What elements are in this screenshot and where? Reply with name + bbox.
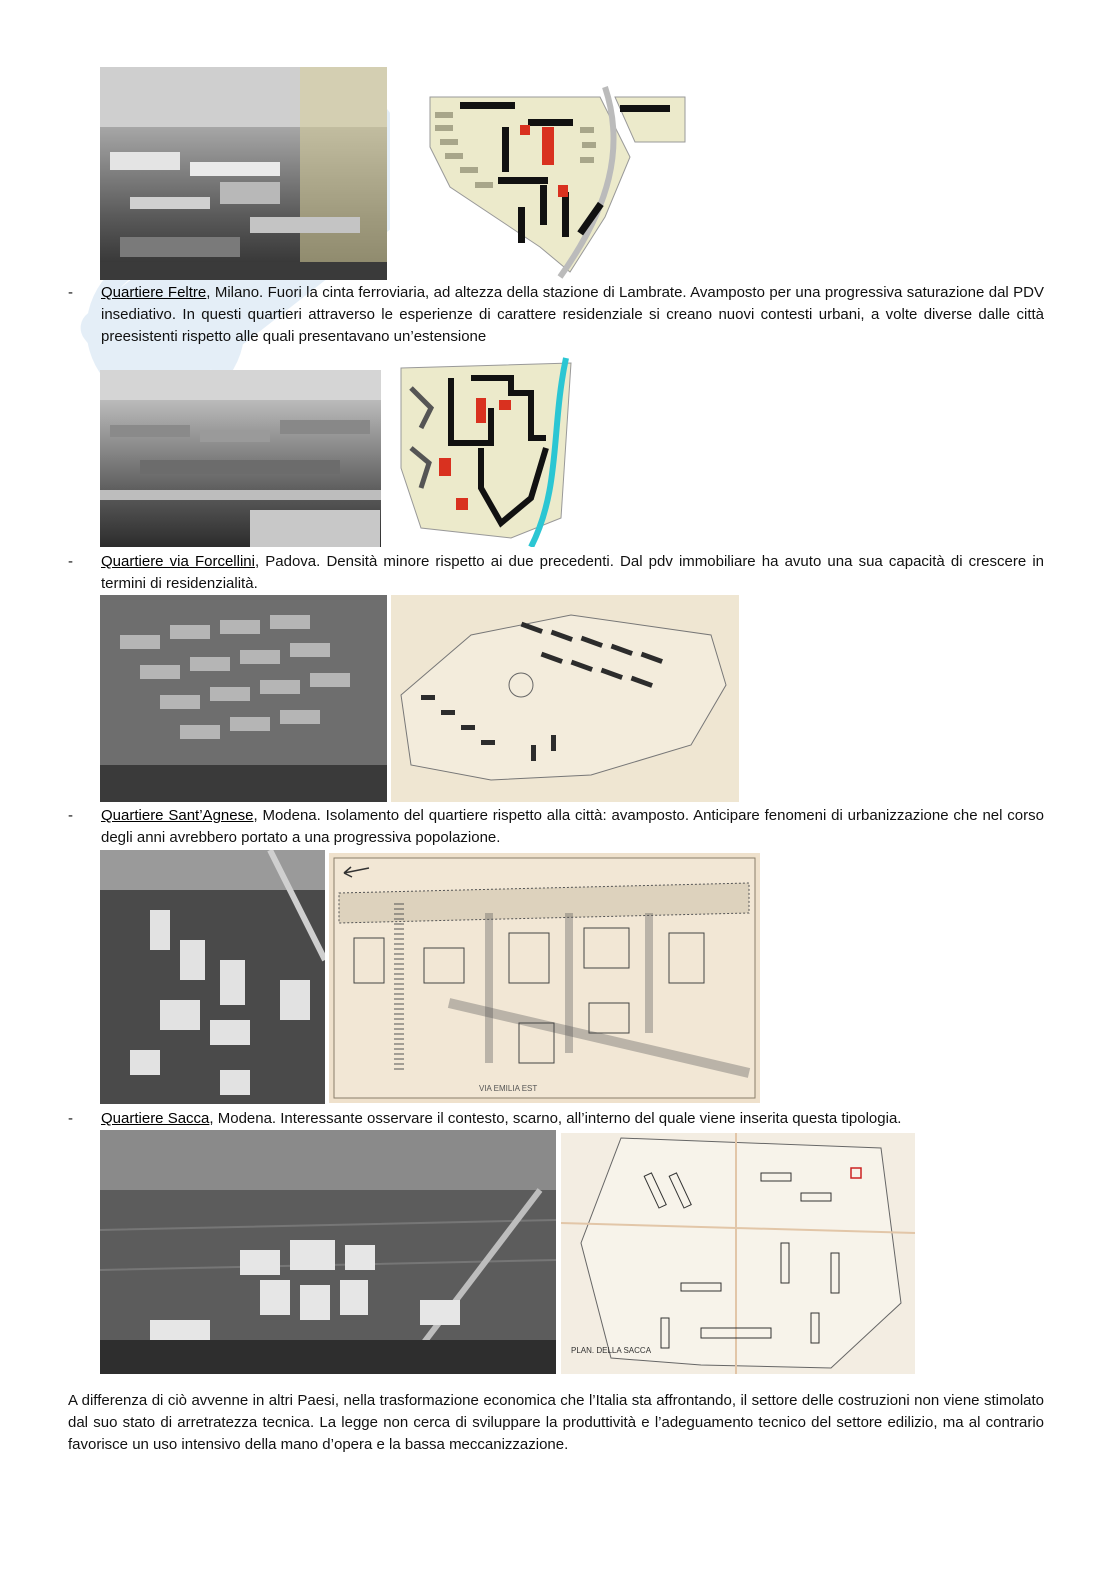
sacca-site-plan <box>561 1133 915 1374</box>
sacca-aerial-photo <box>100 1130 556 1374</box>
section-title: Quartiere Feltre <box>101 284 207 301</box>
bullet-dash: - <box>68 1110 73 1127</box>
feltre-site-plan <box>390 67 693 280</box>
section-title: Quartiere Sant’Agnese <box>101 807 254 824</box>
bullet-dash: - <box>68 284 73 301</box>
sant-agnese-detail-plan <box>329 853 760 1103</box>
section-description: , Modena. Interessante osservare il contesto, scarno, all’interno del quale viene inserita questa tipologia. <box>209 1110 902 1127</box>
section-feltre <box>68 282 1044 348</box>
sant-agnese-aerial-photo <box>100 595 387 802</box>
forcellini-site-plan <box>381 348 587 547</box>
section-description: , Padova. Densità minore rispetto ai due precedenti. Dal pdv immobiliare ha avuto una sua capacità di crescere in termini di residenzialità. <box>101 553 1044 592</box>
section-description: , Modena. Isolamento del quartiere rispetto alla città: avamposto. Anticipare fenomeni di urbanizzazione che nel corso degli anni avrebbero portato a una progressiva popolazione. <box>101 807 1044 846</box>
section-title: Quartiere via Forcellini <box>101 553 255 570</box>
closing-paragraph: A differenza di ciò avvenne in altri Paesi, nella trasformazione economica che l’Italia sta affrontando, il settore delle costruzioni non viene stimolato dal suo stato di arretratezza tecnica. La legge non cerca di sviluppare la produttività e l’adeguamento tecnico del settore edilizio, ma al contrario favorisce un uso intensivo della mano d’opera e la bassa meccanizzazione. <box>68 1392 1044 1453</box>
bullet-dash: - <box>68 807 73 824</box>
section-title: Quartiere Sacca <box>101 1110 210 1127</box>
sacca-first-aerial-photo <box>100 850 325 1104</box>
plan-road-label: VIA EMILIA EST <box>479 1084 538 1093</box>
section-sant-agnese <box>68 805 1044 849</box>
section-description: , Milano. Fuori la cinta ferroviaria, ad altezza della stazione di Lambrate. Avamposto per una progressiva saturazione dal PDV insediativo. In questi quartieri attraverso le esperienze di carattere residenziale si creano nuovi contesti urbani, a volte diverse dalle città preesistenti rispetto alle quali presentavano un’estensione <box>101 284 1044 345</box>
feltre-aerial-photo <box>100 67 387 280</box>
sant-agnese-site-plan <box>391 595 739 802</box>
plan-title-label: PLAN. DELLA SACCA <box>571 1346 652 1355</box>
forcellini-aerial-photo <box>100 370 381 547</box>
section-forcellini <box>68 551 1044 595</box>
section-sacca <box>68 1108 1044 1130</box>
bullet-dash: - <box>68 553 73 570</box>
